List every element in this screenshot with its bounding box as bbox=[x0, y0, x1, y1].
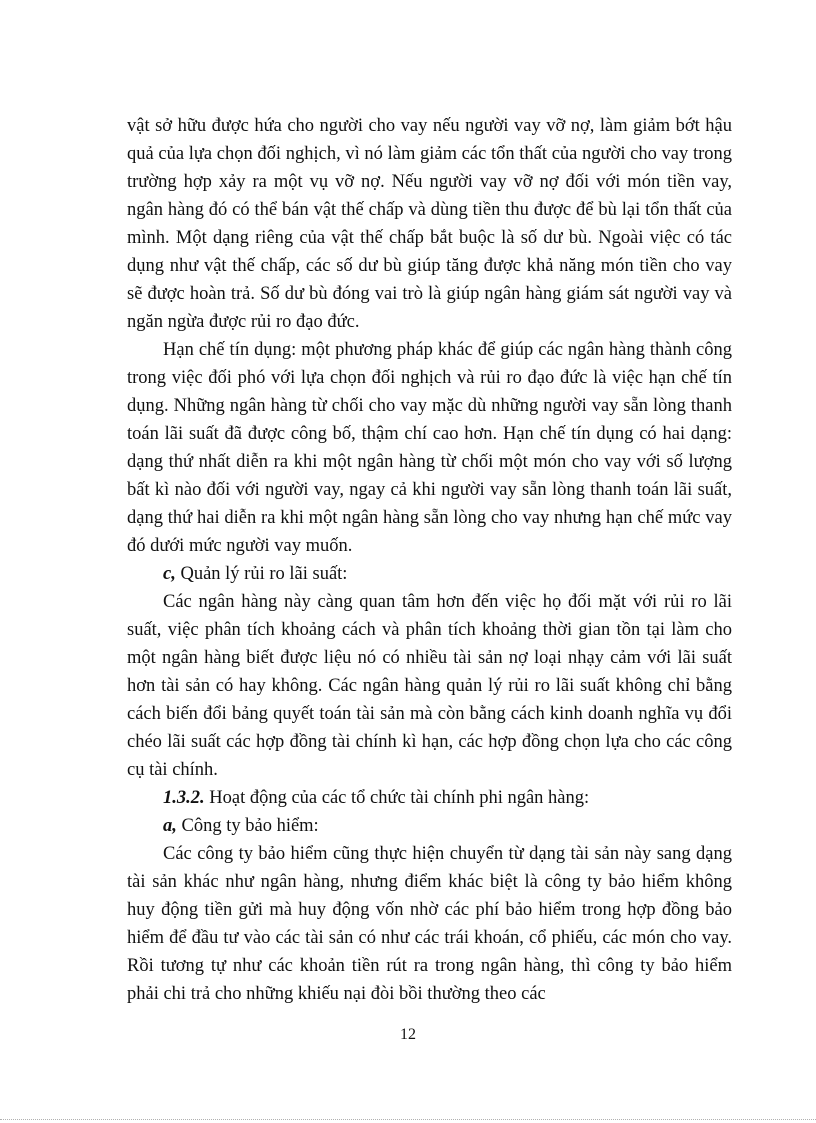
paragraph-collateral: vật sở hữu được hứa cho người cho vay nếu người vay vỡ nợ, làm giảm bớt hậu quả của lựa chọn đối nghịch, vì nó làm giảm các tổn thất của người cho vay trong trường hợp xảy ra một vụ vỡ nợ. Nếu người vay vỡ nợ đối với món tiền vay, ngân hàng đó có thể bán vật thế chấp và dùng tiền thu được để bù lại tổn thất của mình. Một dạng riêng của vật thế chấp bắt buộc là số dư bù. Ngoài việc có tác dụng như vật thế chấp, các số dư bù giúp tăng được khả năng món tiền cho vay sẽ được hoàn trả. Số dư bù đóng vai trò là giúp ngân hàng giám sát người vay và ngăn ngừa được rủi ro đạo đức. bbox=[127, 116, 732, 332]
heading-non-bank-institutions-text: Hoạt động của các tổ chức tài chính phi ngân hàng: bbox=[204, 788, 590, 808]
paragraph-insurance-company: Các công ty bảo hiểm cũng thực hiện chuyển từ dạng tài sản này sang dạng tài sản khác như ngân hàng, nhưng điểm khác biệt là công ty bảo hiểm không huy động tiền gửi mà huy động vốn nhờ các phí bảo hiểm trong hợp đồng bảo hiểm để đầu tư vào các tài sản có như các trái khoán, cổ phiếu, các món cho vay. Rồi tương tự như các khoản tiền rút ra trong ngân hàng, thì công ty bảo hiểm phải chi trả cho những khiếu nại đòi bồi thường theo các bbox=[127, 844, 732, 1004]
body-text bbox=[127, 112, 732, 1008]
paragraph-interest-rate-risk: Các ngân hàng này càng quan tâm hơn đến việc họ đối mặt với rủi ro lãi suất, việc phân tích khoảng cách và phân tích khoảng thời gian tồn tại làm cho một ngân hàng biết được liệu nó có nhiều tài sản nợ loại nhạy cảm với lãi suất hơn tài sản có hay không. Các ngân hàng quản lý rủi ro lãi suất không chỉ bằng cách biến đổi bảng quyết toán tài sản mà còn bằng cách kinh doanh nghĩa vụ đổi chéo lãi suất các hợp đồng tài chính kì hạn, các hợp đồng chọn lựa cho các công cụ tài chính. bbox=[127, 592, 732, 780]
heading-insurance-company bbox=[127, 812, 732, 840]
heading-interest-rate-risk-label: c, bbox=[163, 564, 176, 584]
paragraph-credit-rationing: Hạn chế tín dụng: một phương pháp khác để giúp các ngân hàng thành công trong việc đối phó với lựa chọn đối nghịch và rủi ro đạo đức là việc hạn chế tín dụng. Những ngân hàng từ chối cho vay mặc dù những người vay sẵn lòng thanh toán lãi suất đã được công bố, thậm chí cao hơn. Hạn chế tín dụng có hai dạng: dạng thứ nhất diễn ra khi một ngân hàng từ chối một món cho vay với số lượng bất kì nào đối với người vay, ngay cả khi người vay sẵn lòng thanh toán lãi suất, dạng thứ hai diễn ra khi một ngân hàng sẵn lòng cho vay nhưng hạn chế mức vay đó dưới mức người vay muốn. bbox=[127, 340, 732, 556]
heading-interest-rate-risk bbox=[127, 560, 732, 588]
heading-interest-rate-risk-text: Quản lý rủi ro lãi suất: bbox=[175, 564, 348, 584]
heading-non-bank-institutions-label: 1.3.2. bbox=[163, 788, 205, 808]
heading-non-bank-institutions bbox=[127, 784, 732, 812]
page-bottom-divider bbox=[0, 1119, 816, 1120]
page-number: 12 bbox=[400, 1026, 416, 1043]
heading-insurance-company-label: a, bbox=[163, 816, 177, 836]
heading-insurance-company-text: Công ty bảo hiểm: bbox=[176, 816, 319, 836]
